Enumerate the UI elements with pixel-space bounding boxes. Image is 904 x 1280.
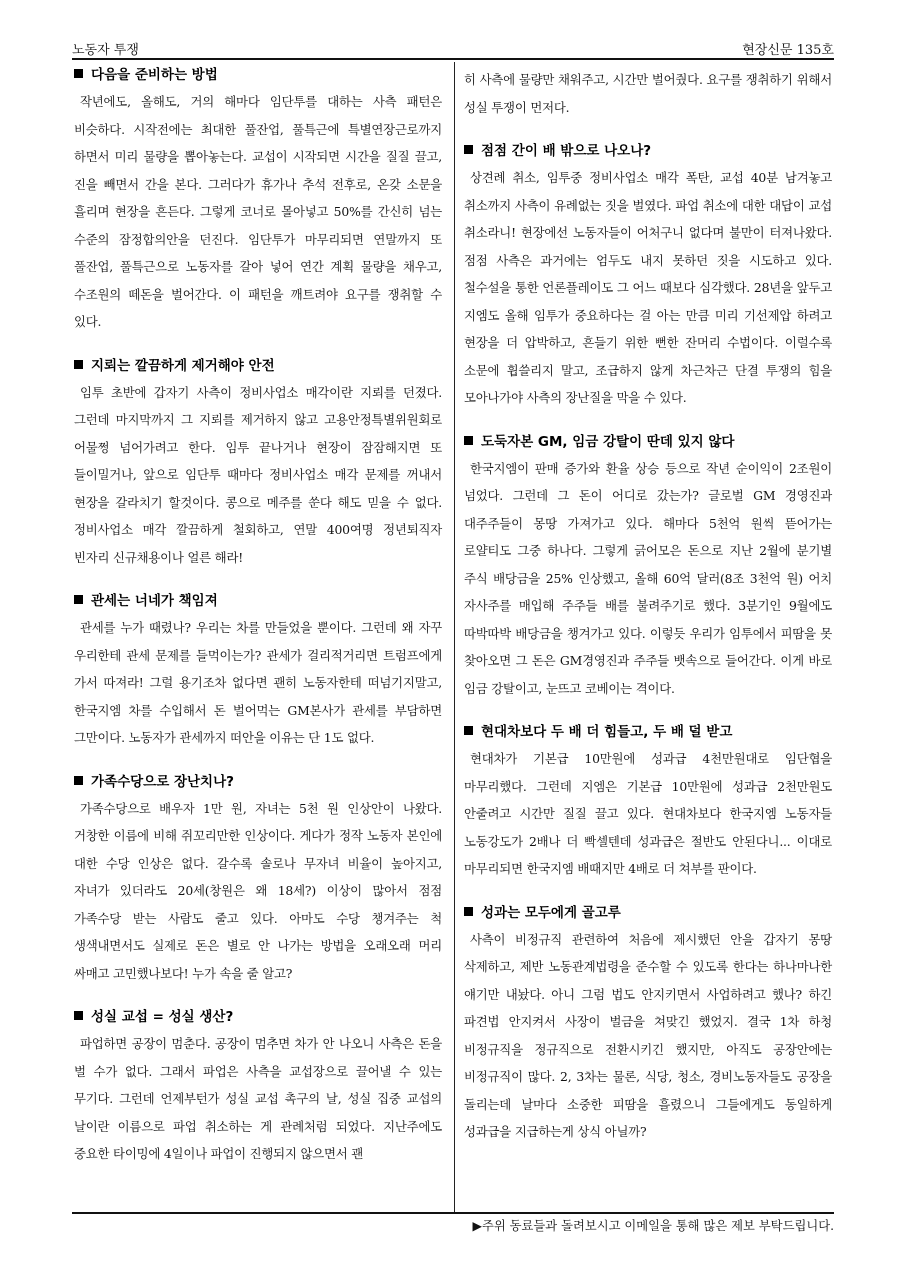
- bullet-square-icon: [74, 595, 83, 604]
- bullet-square-icon: [464, 436, 473, 445]
- article-heading: 가족수당으로 장난치나?: [74, 773, 442, 792]
- bullet-square-icon: [74, 69, 83, 78]
- article-body: 파업하면 공장이 멈춘다. 공장이 멈추면 차가 안 나오니 사측은 돈을 벌 수가 없다. 그래서 파업은 사측을 교섭장으로 끌어낼 수 있는 무기다. 그런데 언제부턴가 성실 교섭 촉구의 날, 성실 집중 교섭의 날이란 이름으로 파업 취소하는 게 관례처럼 되었다. 지난주에도 중요한 타이밍에 4일이나 파업이 진행되지 않으면서 괜: [74, 1036, 442, 1161]
- article: [464, 723, 832, 883]
- article-body: 상견례 취소, 임투중 정비사업소 매각 폭탄, 교섭 40분 남겨놓고 취소까지 사측이 유례없는 짓을 벌였다. 파업 취소에 대한 대답이 교섭 취소라니! 현장에선 노동자들이 어처구니 없다며 불만이 터져나왔다. 점점 사측은 과거에는 엄두도 내지 못하던 짓을 시도하고 있다. 철수설을 통한 언론플레이도 그 어느 때보다 심각했다. 28년을 앞두고 지엠도 올해 임투가 중요하다는 걸 아는 만큼 미리 기선제압 하려고 현장을 더 압박하고, 흔들기 위한 뻔한 잔머리 수법이다. 이럴수록 소문에 휩쓸리지 말고, 조급하지 않게 차근차근 단결 투쟁의 힘을 모아나가야 사측의 장난질을 막을 수 있다.: [464, 170, 832, 405]
- bullet-square-icon: [464, 145, 473, 154]
- left-column: [74, 66, 442, 1189]
- article-body: 관세를 누가 때렸나? 우리는 차를 만들었을 뿐이다. 그런데 왜 자꾸 우리한테 관세 문제를 들먹이는가? 관세가 걸리적거리면 트럼프에게 가서 따져라! 그럴 용기조차 없다면 괜히 노동자한테 떠넘기지말고, 한국지엠 차를 수입해서 돈 벌어먹는 GM본사가 관세를 부담하면 그만이다. 노동자가 관세까지 떠안을 이유는 단 1도 없다.: [74, 620, 442, 745]
- column-divider: [454, 62, 455, 1212]
- bullet-square-icon: [74, 776, 83, 785]
- article-body: 임투 초반에 갑자기 사측이 정비사업소 매각이란 지뢰를 던졌다. 그런데 마지막까지 그 지뢰를 제거하지 않고 고용안정특별위원회로 어물쩡 넘어가려고 한다. 임투 끝나거나 현장이 잠잠해지면 또 들이밀거나, 앞으로 임단투 때마다 정비사업소 매각 문제를 꺼내서 현장을 갈라치기 할것이다. 콩으로 메주를 쑨다 해도 믿을 수 없다. 정비사업소 매각 깔끔하게 철회하고, 연말 400여명 정년퇴직자 빈자리 신규채용이나 얼른 해라!: [74, 384, 442, 565]
- article-body-continued: 히 사측에 물량만 채워주고, 시간만 벌어줬다. 요구를 쟁취하기 위해서 성실 투쟁이 먼저다.: [464, 72, 832, 115]
- article-heading: 관세는 너네가 책임져: [74, 592, 442, 611]
- footer-note: ▶주위 동료들과 돌려보시고 이메일을 통해 많은 제보 부탁드립니다.: [472, 1219, 834, 1233]
- article: [464, 433, 832, 703]
- bullet-square-icon: [464, 907, 473, 916]
- article-body: 현대차가 기본급 10만원에 성과급 4천만원대로 임단협을 마무리했다. 그런데 지엠은 기본급 10만원에 성과급 2천만원도 안줄려고 시간만 질질 끌고 있다. 현대차보다 한국지엠 노동자들 노동강도가 2배나 더 빡셀텐데 성과급은 절반도 안된다니... 이대로 마무리되면 한국지엠 배때지만 4배로 더 쳐부를 판이다.: [464, 751, 832, 876]
- article-continuation: [464, 66, 832, 121]
- article: [74, 66, 442, 336]
- article: [74, 773, 442, 988]
- header-divider: [72, 58, 834, 60]
- article-body: 작년에도, 올해도, 거의 해마다 임단투를 대하는 사측 패턴은 비슷하다. 시작전에는 최대한 풀잔업, 풀특근에 특별연장근로까지 하면서 미리 물량을 뽑아놓는다. 교섭이 시작되면 시간을 질질 끌고, 진을 빼면서 간을 본다. 그러다가 휴가나 추석 전후로, 온갖 소문을 흘리며 현장을 흔든다. 그렇게 코너로 몰아넣고 50%를 간신히 넘는 수준의 잠정합의안을 던진다. 임단투가 마무리되면 연말까지 또 풀잔업, 풀특근으로 노동자를 갈아 넣어 연간 계획 물량을 채우고, 수조원의 떼돈을 벌어간다. 이 패턴을 깨트려야 요구를 쟁취할 수 있다.: [74, 94, 442, 329]
- article-heading: 지뢰는 깔끔하게 제거해야 안전: [74, 357, 442, 376]
- article-heading: 현대차보다 두 배 더 힘들고, 두 배 덜 받고: [464, 723, 832, 742]
- article-body: 사측이 비정규직 관련하여 처음에 제시했던 안을 갑자기 몽땅 삭제하고, 제반 노동관계법령을 준수할 수 있도록 한다는 하나마나한 얘기만 내놨다. 아니 그럼 법도 안지키면서 사업하려고 했나? 하긴 파견법 안지켜서 사장이 벌금을 쳐맞긴 했었지. 결국 1차 하청 비정규직을 정규직으로 전환시키긴 했지만, 아직도 공장안에는 비정규직이 많다. 2, 3차는 물론, 식당, 청소, 경비노동자들도 공장을 돌리는데 날마다 소중한 피땀을 흘렸으니 그들에게도 동일하게 성과급을 지급하는게 상식 아닐까?: [464, 931, 832, 1139]
- bullet-square-icon: [74, 1011, 83, 1020]
- article: [464, 142, 832, 412]
- article: [464, 904, 832, 1146]
- article-heading: 성과는 모두에게 골고루: [464, 904, 832, 923]
- footer-divider: [72, 1212, 834, 1214]
- article: [74, 592, 442, 752]
- header-issue-number: 현장신문 135호: [742, 43, 834, 58]
- bullet-square-icon: [74, 360, 83, 369]
- article: [74, 1008, 442, 1168]
- header-section-title: 노동자 투쟁: [72, 43, 139, 58]
- article-heading: 성실 교섭 = 성실 생산?: [74, 1008, 442, 1027]
- article-heading: 점점 간이 배 밖으로 나오나?: [464, 142, 832, 161]
- article-body: 가족수당으로 배우자 1만 원, 자녀는 5천 원 인상안이 나왔다. 거창한 이름에 비해 쥐꼬리만한 인상이다. 게다가 정작 노동자 본인에 대한 수당 인상은 없다. 갈수록 솔로나 무자녀 비율이 높아지고, 자녀가 있더라도 20세(창원은 왜 18세?) 이상이 많아서 점점 가족수당 받는 사람도 줄고 있다. 아마도 수당 챙겨주는 척 생색내면서도 실제로 돈은 별로 안 나가는 방법을 오래오래 머리 싸매고 고민했나보다! 누가 속을 줄 알고?: [74, 800, 442, 981]
- article: [74, 357, 442, 572]
- article-heading: 도둑자본 GM, 임금 강탈이 딴데 있지 않다: [464, 433, 832, 452]
- article-heading: 다음을 준비하는 방법: [74, 66, 442, 85]
- right-column: [464, 66, 832, 1167]
- bullet-square-icon: [464, 726, 473, 735]
- article-body: 한국지엠이 판매 증가와 환율 상승 등으로 작년 순이익이 2조원이 넘었다. 그런데 그 돈이 어디로 갔는가? 글로벌 GM 경영진과 대주주들이 몽땅 가져가고 있다. 해마다 5천억 원씩 뜯어가는 로얄티도 그중 하나다. 그렇게 긁어모은 돈으로 지난 2월에 분기별 주식 배당금을 25% 인상했고, 올해 60억 달러(8조 3천억 원) 어치 자사주를 매입해 주주들 배를 불려주기로 했다. 3분기인 9월에도 따박따박 배당금을 챙겨가고 있다. 이렇듯 우리가 임투에서 피땀을 못 찾아오면 그 돈은 GM경영진과 주주들 뱃속으로 들어간다. 이게 바로 임금 강탈이고, 눈뜨고 코베이는 격이다.: [464, 460, 832, 696]
- page-header: [72, 36, 834, 56]
